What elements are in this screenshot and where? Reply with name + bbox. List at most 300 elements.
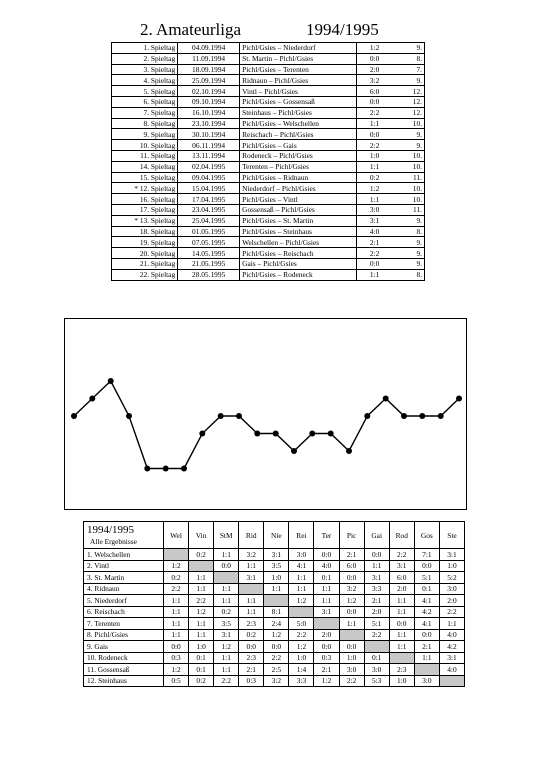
match-cell: Pichl/Gsies – Terenten [240, 64, 357, 75]
rank-cell: 9. [392, 129, 424, 140]
matrix-row [84, 652, 465, 664]
matchday-cell: 1. Spieltag [112, 43, 178, 54]
schedule-row [112, 204, 425, 215]
matrix-self-cell [214, 572, 239, 584]
matrix-result-cell: 3:0 [364, 664, 389, 676]
matchday-cell: 8. Spieltag [112, 118, 178, 129]
date-cell: 25.04.1995 [178, 215, 240, 226]
matrix-result-cell: 2:1 [364, 595, 389, 607]
ranking-point [254, 431, 260, 437]
score-cell: 2:0 [356, 64, 392, 75]
matrix-result-cell: 0:5 [164, 675, 189, 687]
ranking-point [236, 413, 242, 419]
date-cell: 02.10.1994 [178, 86, 240, 97]
schedule-row [112, 269, 425, 280]
match-cell: Niederdorf – Pichl/Gsies [240, 183, 357, 194]
matchday-cell: 20. Spieltag [112, 248, 178, 259]
matrix-result-cell: 0:3 [164, 652, 189, 664]
matchday-cell: 16. Spieltag [112, 194, 178, 205]
matrix-result-cell: 1:1 [414, 652, 439, 664]
rank-cell: 9. [392, 258, 424, 269]
matrix-result-cell: 1:1 [189, 618, 214, 630]
matrix-result-cell: 1:1 [239, 595, 264, 607]
matrix-result-cell: 1:2 [164, 560, 189, 572]
matrix-row [84, 629, 465, 641]
matrix-result-cell: 1:1 [189, 583, 214, 595]
date-cell: 23.10.1994 [178, 118, 240, 129]
matrix-result-cell: 2:2 [389, 549, 414, 561]
matrix-result-cell: 1:2 [289, 595, 314, 607]
matrix-result-cell: 1:2 [264, 629, 289, 641]
matrix-self-cell [414, 664, 439, 676]
match-cell: Welschellen – Pichl/Gsies [240, 237, 357, 248]
matrix-result-cell: 7:1 [414, 549, 439, 561]
matrix-result-cell: 2:1 [339, 549, 364, 561]
score-cell: 3:2 [356, 75, 392, 86]
matrix-column-header: Wel [164, 522, 189, 549]
ranking-point [383, 396, 389, 402]
matrix-result-cell: 1:0 [289, 652, 314, 664]
score-cell: 1:1 [356, 269, 392, 280]
match-cell: Pichl/Gsies – Vintl [240, 194, 357, 205]
matchday-cell: * 12. Spieltag [112, 183, 178, 194]
ranking-point [126, 413, 132, 419]
matrix-result-cell: 1:1 [439, 618, 464, 630]
matrix-result-cell: 4:1 [289, 560, 314, 572]
matrix-column-header: Rei [289, 522, 314, 549]
ranking-point [199, 431, 205, 437]
matrix-row [84, 560, 465, 572]
matrix-column-header: Pic [339, 522, 364, 549]
matrix-result-cell: 3:1 [264, 549, 289, 561]
matrix-result-cell: 1:4 [289, 664, 314, 676]
matrix-result-cell: 1:2 [164, 664, 189, 676]
date-cell: 11.09.1994 [178, 53, 240, 64]
matrix-result-cell: 3:1 [314, 606, 339, 618]
matrix-result-cell: 0:1 [189, 664, 214, 676]
matrix-result-cell: 3:0 [439, 583, 464, 595]
rank-cell: 8. [392, 269, 424, 280]
matrix-result-cell: 0:3 [239, 675, 264, 687]
matrix-result-cell: 3:0 [289, 549, 314, 561]
matrix-result-cell: 1:1 [389, 641, 414, 653]
matrix-result-cell: 1:1 [314, 583, 339, 595]
matrix-result-cell: 3:2 [339, 583, 364, 595]
schedule-row [112, 194, 425, 205]
matrix-team-name: 10. Rodeneck [84, 652, 164, 664]
matchday-cell: 11. Spieltag [112, 150, 178, 161]
matrix-self-cell [389, 652, 414, 664]
matrix-corner [84, 522, 164, 549]
ranking-point [218, 413, 224, 419]
score-cell: 3:0 [356, 204, 392, 215]
ranking-point [181, 466, 187, 472]
ranking-point [438, 413, 444, 419]
matrix-row [84, 606, 465, 618]
matrix-team-name: 3. St. Martin [84, 572, 164, 584]
matrix-result-cell: 0:3 [314, 652, 339, 664]
match-cell: Pichl/Gsies – Gais [240, 140, 357, 151]
matrix-result-cell: 5:1 [364, 618, 389, 630]
matrix-result-cell: 2:2 [289, 629, 314, 641]
matrix-self-cell [364, 641, 389, 653]
matchday-cell: 7. Spieltag [112, 107, 178, 118]
matrix-self-cell [239, 583, 264, 595]
matrix-team-name: 5. Niederdorf [84, 595, 164, 607]
matrix-self-cell [289, 606, 314, 618]
rank-cell: 9. [392, 140, 424, 151]
schedule-row [112, 237, 425, 248]
score-cell: 0:0 [356, 53, 392, 64]
date-cell: 09.04.1995 [178, 172, 240, 183]
league-title: 2. Amateurliga [140, 20, 242, 39]
schedule-row [112, 107, 425, 118]
matrix-row [84, 572, 465, 584]
score-cell: 1:1 [356, 161, 392, 172]
date-cell: 21.05.1995 [178, 258, 240, 269]
matrix-team-name: 9. Gais [84, 641, 164, 653]
date-cell: 14.05.1995 [178, 248, 240, 259]
matrix-result-cell: 0:2 [214, 606, 239, 618]
score-cell: 1:2 [356, 183, 392, 194]
rank-cell: 10. [392, 183, 424, 194]
ranking-point [144, 466, 150, 472]
rank-cell: 10. [392, 150, 424, 161]
date-cell: 28.05.1995 [178, 269, 240, 280]
rank-cell: 9. [392, 237, 424, 248]
matrix-column-header: Rod [389, 522, 414, 549]
matrix-result-cell: 1:1 [239, 606, 264, 618]
matrix-result-cell: 1:1 [239, 560, 264, 572]
ranking-point [163, 466, 169, 472]
matrix-result-cell: 2:2 [439, 606, 464, 618]
matrix-row [84, 618, 465, 630]
match-cell: Gossensaß – Pichl/Gsies [240, 204, 357, 215]
matchday-cell: 22. Spieltag [112, 269, 178, 280]
matrix-result-cell: 1:1 [389, 606, 414, 618]
matrix-result-cell: 1:1 [189, 629, 214, 641]
matrix-result-cell: 4:2 [439, 641, 464, 653]
matrix-result-cell: 0:0 [239, 641, 264, 653]
matrix-result-cell: 3:1 [214, 629, 239, 641]
match-cell: St. Martin – Pichl/Gsies [240, 53, 357, 64]
matrix-result-cell: 2:0 [364, 606, 389, 618]
score-cell: 0:0 [356, 129, 392, 140]
matrix-result-cell: 3:3 [289, 675, 314, 687]
matrix-team-name: 8. Pichl/Gsies [84, 629, 164, 641]
match-cell: Pichl/Gsies – Reischach [240, 248, 357, 259]
matrix-result-cell: 2:4 [264, 618, 289, 630]
date-cell: 18.09.1994 [178, 64, 240, 75]
ranking-point [401, 413, 407, 419]
date-cell: 16.10.1994 [178, 107, 240, 118]
matrix-result-cell: 2:2 [189, 595, 214, 607]
matrix-team-name: 12. Steinhaus [84, 675, 164, 687]
matrix-result-cell: 1:1 [164, 629, 189, 641]
matrix-result-cell: 0:2 [189, 675, 214, 687]
matrix-result-cell: 2:1 [239, 664, 264, 676]
matrix-result-cell: 2:3 [239, 652, 264, 664]
match-cell: Gais – Pichl/Gsies [240, 258, 357, 269]
matrix-result-cell: 1:2 [339, 595, 364, 607]
matrix-result-cell: 1:1 [214, 664, 239, 676]
matrix-result-cell: 1:1 [314, 595, 339, 607]
matrix-result-cell: 0:2 [164, 572, 189, 584]
matrix-result-cell: 3:5 [264, 560, 289, 572]
score-cell: 3:1 [356, 215, 392, 226]
match-cell: Rodeneck – Pichl/Gsies [240, 150, 357, 161]
schedule-row [112, 64, 425, 75]
rank-cell: 12. [392, 96, 424, 107]
matrix-result-cell: 0:0 [214, 560, 239, 572]
matchday-cell: 5. Spieltag [112, 86, 178, 97]
ranking-point [309, 431, 315, 437]
schedule-row [112, 258, 425, 269]
matrix-result-cell: 3:2 [239, 549, 264, 561]
matrix-column-header: Vin [189, 522, 214, 549]
matrix-result-cell: 5:3 [364, 675, 389, 687]
matrix-team-name: 7. Terenten [84, 618, 164, 630]
date-cell: 04.09.1994 [178, 43, 240, 54]
rank-cell: 12. [392, 107, 424, 118]
date-cell: 15.04.1995 [178, 183, 240, 194]
matchday-cell: 19. Spieltag [112, 237, 178, 248]
matrix-result-cell: 2:3 [389, 664, 414, 676]
matrix-result-cell: 2:1 [414, 641, 439, 653]
rank-cell: 9. [392, 43, 424, 54]
matrix-result-cell: 2:1 [314, 664, 339, 676]
matrix-result-cell: 4:0 [439, 629, 464, 641]
rank-cell: 9. [392, 248, 424, 259]
matrix-result-cell: 1:1 [364, 560, 389, 572]
date-cell: 30.10.1994 [178, 129, 240, 140]
matrix-column-header: Rid [239, 522, 264, 549]
date-cell: 13.11.1994 [178, 150, 240, 161]
matrix-result-cell: 1:0 [389, 675, 414, 687]
page-header [0, 20, 535, 42]
matrix-team-name: 2. Vintl [84, 560, 164, 572]
ranking-chart [64, 318, 467, 510]
matrix-result-cell: 1:1 [389, 595, 414, 607]
matrix-result-cell: 0:1 [414, 583, 439, 595]
ranking-point [364, 413, 370, 419]
matchday-cell: 4. Spieltag [112, 75, 178, 86]
rank-cell: 7. [392, 64, 424, 75]
matrix-team-name: 4. Ridnaun [84, 583, 164, 595]
matrix-self-cell [264, 595, 289, 607]
matchday-cell: 17. Spieltag [112, 204, 178, 215]
matrix-result-cell: 6:0 [339, 560, 364, 572]
rank-cell: 12. [392, 86, 424, 97]
matrix-result-cell: 0:0 [364, 549, 389, 561]
matrix-result-cell: 1:2 [289, 641, 314, 653]
matrix-result-cell: 1:1 [214, 595, 239, 607]
ranking-point [291, 448, 297, 454]
matrix-result-cell: 0:1 [189, 652, 214, 664]
matrix-result-cell: 1:0 [339, 652, 364, 664]
rank-cell: 9. [392, 75, 424, 86]
schedule-row [112, 86, 425, 97]
matchday-cell: 10. Spieltag [112, 140, 178, 151]
matchday-cell: 15. Spieltag [112, 172, 178, 183]
matrix-column-header: Gos [414, 522, 439, 549]
rank-cell: 8. [392, 226, 424, 237]
schedule-row [112, 75, 425, 86]
matrix-column-header: Ter [314, 522, 339, 549]
match-cell: Steinhaus – Pichl/Gsies [240, 107, 357, 118]
matrix-result-cell: 3:1 [439, 549, 464, 561]
score-cell: 2:2 [356, 140, 392, 151]
matrix-result-cell: 4:1 [414, 618, 439, 630]
matrix-result-cell: 1:1 [339, 618, 364, 630]
matrix-result-cell: 0:0 [414, 560, 439, 572]
matrix-self-cell [164, 549, 189, 561]
ranking-point [419, 413, 425, 419]
matrix-result-cell: 0:0 [314, 641, 339, 653]
match-cell: Terenten – Pichl/Gsies [240, 161, 357, 172]
matrix-result-cell: 4:0 [314, 560, 339, 572]
matrix-row [84, 583, 465, 595]
date-cell: 06.11.1994 [178, 140, 240, 151]
ranking-line [74, 381, 459, 469]
matrix-result-cell: 1:2 [314, 675, 339, 687]
matrix-result-cell: 2:0 [439, 595, 464, 607]
score-cell: 0:0 [356, 96, 392, 107]
schedule-row [112, 53, 425, 64]
matrix-result-cell: 5:2 [439, 572, 464, 584]
matrix-result-cell: 2:3 [239, 618, 264, 630]
ranking-point [346, 448, 352, 454]
matrix-result-cell: 1:1 [214, 583, 239, 595]
matrix-result-cell: 0:0 [314, 549, 339, 561]
matrix-result-cell: 1:1 [289, 572, 314, 584]
match-cell: Vintl – Pichl/Gsies [240, 86, 357, 97]
matrix-result-cell: 1:1 [164, 606, 189, 618]
matrix-result-cell: 1:0 [439, 560, 464, 572]
score-cell: 2:1 [356, 237, 392, 248]
matrix-result-cell: 1:2 [189, 606, 214, 618]
matrix-result-cell: 1:1 [214, 652, 239, 664]
match-cell: Pichl/Gsies – Steinhaus [240, 226, 357, 237]
matrix-result-cell: 2:2 [214, 675, 239, 687]
schedule-row [112, 248, 425, 259]
matchday-cell: 18. Spieltag [112, 226, 178, 237]
matrix-result-cell: 0:0 [164, 641, 189, 653]
matrix-result-cell: 1:0 [264, 572, 289, 584]
score-cell: 6:0 [356, 86, 392, 97]
season-title: 1994/1995 [306, 20, 379, 39]
matrix-result-cell: 0:0 [264, 641, 289, 653]
matrix-result-cell: 5:0 [289, 618, 314, 630]
matchday-cell: 21. Spieltag [112, 258, 178, 269]
date-cell: 09.10.1994 [178, 96, 240, 107]
matrix-result-cell: 0:2 [239, 629, 264, 641]
ranking-point [108, 378, 114, 384]
matrix-result-cell: 3:0 [339, 664, 364, 676]
matrix-result-cell: 3:0 [414, 675, 439, 687]
schedule-row [112, 172, 425, 183]
ranking-point [273, 431, 279, 437]
matchday-cell: 2. Spieltag [112, 53, 178, 64]
matrix-result-cell: 0:0 [339, 606, 364, 618]
matrix-result-cell: 1:1 [264, 583, 289, 595]
matrix-result-cell: 0:0 [339, 572, 364, 584]
matrix-self-cell [189, 560, 214, 572]
date-cell: 01.05.1995 [178, 226, 240, 237]
matrix-row [84, 675, 465, 687]
matrix-result-cell: 1:1 [389, 629, 414, 641]
matrix-result-cell: 6:0 [389, 572, 414, 584]
rank-cell: 9. [392, 215, 424, 226]
matrix-result-cell: 2:2 [164, 583, 189, 595]
match-cell: Ridnaun – Pichl/Gsies [240, 75, 357, 86]
matrix-result-cell: 2:0 [389, 583, 414, 595]
matrix-column-header: Gai [364, 522, 389, 549]
score-cell: 1:1 [356, 194, 392, 205]
matrix-result-cell: 1:2 [214, 641, 239, 653]
matrix-title: 1994/1995 [87, 524, 135, 536]
matrix-result-cell: 1:1 [214, 549, 239, 561]
date-cell: 25.09.1994 [178, 75, 240, 86]
matrix-result-cell: 1:1 [289, 583, 314, 595]
results-matrix [83, 521, 465, 687]
matrix-result-cell: 3:5 [214, 618, 239, 630]
rank-cell: 11. [392, 172, 424, 183]
matrix-result-cell: 2:0 [314, 629, 339, 641]
matrix-result-cell: 0:1 [314, 572, 339, 584]
score-cell: 1:2 [356, 43, 392, 54]
matrix-result-cell: 0:1 [364, 652, 389, 664]
ranking-point [456, 396, 462, 402]
schedule-table [111, 42, 425, 281]
matchday-cell: 9. Spieltag [112, 129, 178, 140]
matrix-result-cell: 4:1 [414, 595, 439, 607]
matrix-result-cell: 1:1 [164, 595, 189, 607]
matrix-row [84, 641, 465, 653]
score-cell: 1:0 [356, 150, 392, 161]
matrix-result-cell: 4:2 [414, 606, 439, 618]
match-cell: Pichl/Gsies – Rodeneck [240, 269, 357, 280]
matchday-cell: 3. Spieltag [112, 64, 178, 75]
score-cell: 2:2 [356, 107, 392, 118]
schedule-row [112, 183, 425, 194]
matchday-cell: 6. Spieltag [112, 96, 178, 107]
match-cell: Pichl/Gsies – Gossensaß [240, 96, 357, 107]
matrix-result-cell: 0:0 [414, 629, 439, 641]
match-cell: Pichl/Gsies – Welschellen [240, 118, 357, 129]
ranking-chart-svg [65, 319, 468, 511]
matrix-result-cell: 0:2 [189, 549, 214, 561]
schedule-row [112, 129, 425, 140]
match-cell: Pichl/Gsies – Ridnaun [240, 172, 357, 183]
matrix-result-cell: 2:5 [264, 664, 289, 676]
rank-cell: 8. [392, 53, 424, 64]
rank-cell: 10. [392, 118, 424, 129]
matrix-result-cell: 2:2 [264, 652, 289, 664]
matrix-result-cell: 8:1 [264, 606, 289, 618]
matrix-team-name: 6. Reischach [84, 606, 164, 618]
rank-cell: 10. [392, 161, 424, 172]
matrix-result-cell: 3:1 [439, 652, 464, 664]
schedule-row [112, 215, 425, 226]
matrix-result-cell: 3:2 [264, 675, 289, 687]
score-cell: 2:2 [356, 248, 392, 259]
matrix-result-cell: 5:1 [414, 572, 439, 584]
matrix-self-cell [339, 629, 364, 641]
matchday-cell: * 13. Spieltag [112, 215, 178, 226]
matrix-result-cell: 0:0 [389, 618, 414, 630]
matrix-result-cell: 3:3 [364, 583, 389, 595]
